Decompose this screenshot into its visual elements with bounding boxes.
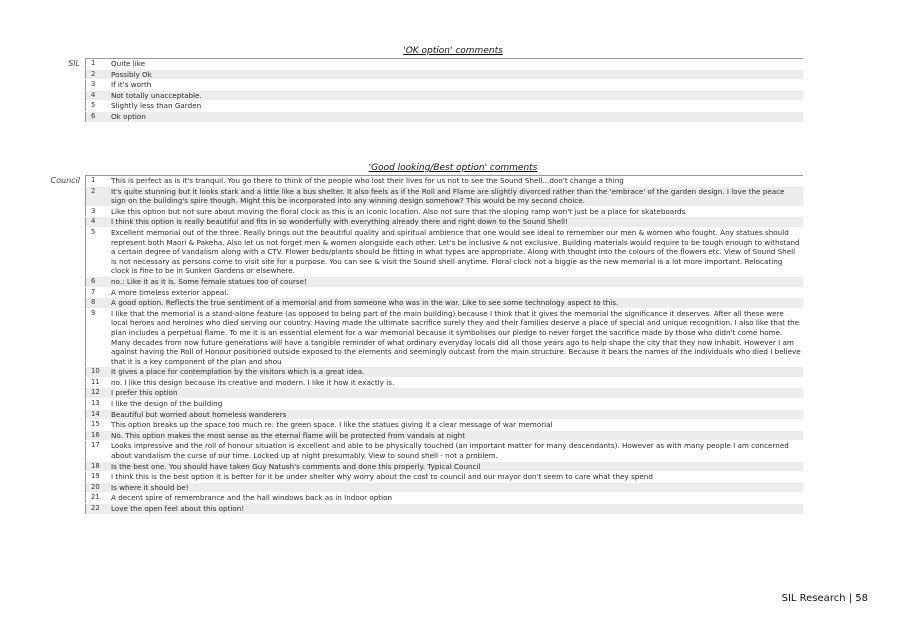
table-row [85,100,803,111]
row-comment: I think this option is really beautiful and fits in so wonderfully with everything already there and right down to the Sound Shell! [111,217,568,227]
row-comment: A decent spire of remembrance and the hall windows back as in Indoor option [111,493,393,503]
table-row [85,492,803,503]
table-row [85,206,803,217]
row-comment: A good option. Reflects the true sentiment of a memorial and from someone who was in the war. Like to see some technology aspect to this. [111,298,619,308]
ok-comments-heading: 'OK option' comments [403,46,503,56]
table-row [85,297,803,308]
row-comment: It's quite stunning but it looks stark and a little like a bus shelter. It also feels as if the Roll and Flame are slightly divorced rather than the 'embrace' of the garden design. I love the peace sign on the building's spire though. Might this be incorporated into any winning design somehow? This would be my second choice. [111,186,785,206]
row-number: 22 [85,504,111,514]
row-comment: It gives a place for contemplation by the visitors which is a great idea. [111,367,365,377]
table-row [85,216,803,227]
row-number: 5 [85,101,111,111]
row-number: 10 [85,367,111,377]
table-row [85,503,803,514]
row-comment: I like that the memorial is a stand-alone feature (as opposed to being part of the main building) because I think that it gives the memorial the significance it deserves. After all these were local heroes and heroines who died serving our country. Having made the ultimate sacrifice surely they and their families deserve a place of special and unique recognition. I also like that the plan includes a perpetual flame. To me it is an essential element for a war memorial because it symbolises our pledge to never forget the sacrifice made by those who didn't come home. Many decades from now future generations will have a tangible reminder of what ordinary everyday locals did all those years ago to help shape the city that they now inhabit. However I am against having the Roll of Honour positioned outside exposed to the elements and seemingly outcast from the main structure. Because it bears the names of the individuals who died I believe that it is a key component of the plan and shou [111,308,801,366]
good-comments-table [85,175,803,514]
table-row [85,471,803,482]
row-comment: Slightly less than Garden [111,101,202,111]
row-number: 6 [85,112,111,122]
row-comment: no. I like this design because its creative and modern. I like it how it exactly is. [111,377,395,387]
row-number: 17 [85,441,111,460]
row-comment: no.: Like it as it is. Some female statues too of course! [111,276,307,286]
row-number: 2 [85,70,111,80]
table-row [85,461,803,472]
row-comment: Quite like [111,59,146,68]
table-row [85,308,803,367]
table-row [85,276,803,287]
row-comment: Ok option [111,111,146,121]
row-number: 2 [85,187,111,206]
table-row [85,440,803,460]
row-comment: This is perfect as is it's tranquil. You go there to think of the people who lost their lives for us not to see the Sound Shell...don't change a thing [111,176,624,185]
row-comment: I prefer this option [111,388,178,398]
row-number: 9 [85,309,111,367]
table-row [85,90,803,101]
page-footer: SIL Research | 58 [781,593,868,604]
table-row [85,111,803,122]
row-number: 1 [85,176,111,186]
good-comments-heading: 'Good looking/Best option' comments [368,163,538,173]
row-comment: I think this is the best option it is better for it be under shelter why worry about the cost to council and our mayor don't seem to care what they spend [111,472,653,482]
row-number: 12 [85,388,111,398]
table-row [85,419,803,430]
row-number: 14 [85,410,111,420]
row-comment: A more timeless exterior appeal. [111,287,229,297]
row-number: 15 [85,420,111,430]
row-comment: Is the best one. You should have taken Guy Natush's comments and done this properly. Typical Council [111,461,481,471]
row-comment: No. This option makes the most sense as the eternal flame will be protected from vandals at night [111,430,466,440]
row-number: 13 [85,399,111,409]
table-row [85,377,803,388]
row-number: 4 [85,91,111,101]
table-row [85,58,803,69]
row-comment: Love the open feel about this option! [111,504,245,513]
row-number: 5 [85,228,111,276]
row-number: 8 [85,298,111,308]
sil-group-label: SIL [68,59,80,68]
row-comment: If it's worth [111,80,152,90]
row-number: 16 [85,431,111,441]
row-number: 21 [85,493,111,503]
table-row [85,387,803,398]
table-row [85,398,803,409]
row-number: 3 [85,80,111,90]
row-number: 3 [85,207,111,217]
table-row [85,175,803,186]
council-group-label: Council [50,176,80,185]
table-row [85,430,803,441]
row-number: 1 [85,59,111,69]
row-comment: Is where it should be! [111,482,189,492]
row-number: 18 [85,462,111,472]
row-number: 4 [85,217,111,227]
row-comment: Like this option but not sure about moving the floral clock as this is an iconic location. Also not sure that the sloping ramp won't just be a place for skateboards [111,206,686,216]
row-comment: I like the design of the building [111,399,223,409]
row-number: 6 [85,277,111,287]
row-number: 19 [85,472,111,482]
row-number: 7 [85,288,111,298]
row-number: 11 [85,378,111,388]
row-comment: Excellent memorial out of the three. Really brings out the beautiful quality and spiritual ambience that one would see ideal to remember our men & women who fought. Any statues should represent both Maori & Pakeha. Also let us not forget men & women alongside each other. Let's be inclusive & not exclusive. Building materials would require to be tough enough to withstand a certain degree of vandalism along with a CTV. Flower beds/plants should be fitting in what types are appropriate. Along with thought into the colours of the flowers etc. View of Sound Shell is not necessary as persons come to visit site for a purpose. You can see & visit the Sound shell anytime. Floral clock not a biggie as the new memorial is a lot more important. Relocating clock is fine to be in Sunken Gardens or elsewhere. [111,227,800,276]
row-comment: Possibly Ok [111,69,152,79]
table-row [85,366,803,377]
row-comment: This option breaks up the space too much re: the green space. I like the statues giving it a clear message of war memorial [111,420,553,430]
ok-comments-table [85,58,803,122]
row-comment: Looks impressive and the roll of honour situation is excellent and able to be physically touched (an important matter for many descendants). However as with many people I am concerned about vandalism the curse of our time. Locked up at night presumably. View to sound shell - not a problem. [111,441,789,461]
row-comment: Not totally unacceptable. [111,90,202,100]
table-row [85,409,803,420]
table-row [85,287,803,298]
table-row [85,227,803,276]
table-row [85,186,803,206]
table-row [85,69,803,80]
table-row [85,482,803,493]
row-comment: Beautiful but worried about homeless wanderers [111,409,287,419]
table-row [85,79,803,90]
row-number: 20 [85,483,111,493]
